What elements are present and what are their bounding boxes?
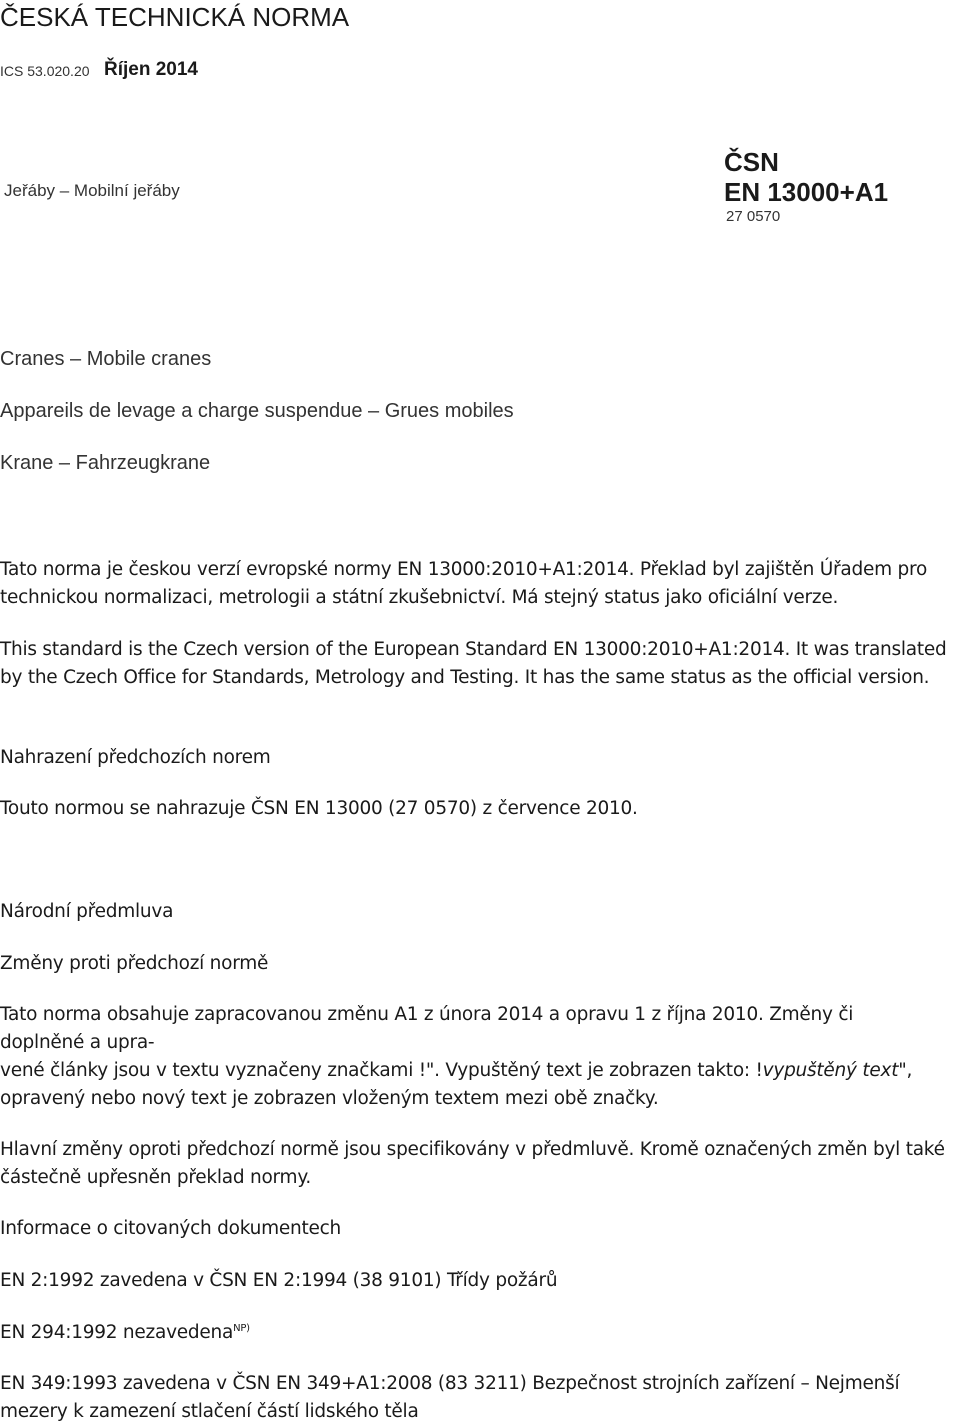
changes-line: Tato norma obsahuje zapracovanou změnu A1 z února 2014 a opravu 1 z října 2010. Změny či	[0, 1004, 854, 1025]
main-changes: Hlavní změny oproti předchozí normě jsou specifikovány v předmluvě. Kromě označených změn byl také částečně upřesněn překlad normy.	[0, 1139, 945, 1188]
replacement-text: Touto normou se nahrazuje ČSN EN 13000 (27 0570) z července 2010.	[0, 798, 638, 819]
cited-heading: Informace o citovaných dokumentech	[0, 1218, 341, 1239]
np-footnote-mark: NP)	[233, 1323, 250, 1334]
title-fr: Appareils de levage a charge suspendue – Grues mobiles	[0, 400, 514, 422]
changes-paragraph	[0, 1001, 956, 1113]
norm-number: EN 13000+A1	[724, 177, 889, 207]
statement-en: This standard is the Czech version of the European Standard EN 13000:2010+A1:2014. It was translated by the Czech Office for Standards, Metrology and Testing. It has the same status as the official version.	[0, 639, 947, 688]
subject-cz: Jeřáby – Mobilní jeřáby	[4, 181, 180, 200]
replacement-heading: Nahrazení předchozích norem	[0, 747, 271, 768]
changes-line: opravený nebo nový text je zobrazen vloženým textem mezi obě značky.	[0, 1088, 659, 1109]
changes-line: vené články jsou v textu vyznačeny značkami !". Vypuštěný text je zobrazen takto: !vypuštěný text",	[0, 1060, 913, 1081]
omitted-text-example: vypuštěný text	[762, 1060, 899, 1081]
cited-document: EN 294:1992 nezavedena$^{NP)}$	[0, 1322, 250, 1343]
cited-document: EN 2:1992 zavedena v ČSN EN 2:1994 (38 9101) Třídy požárů	[0, 1270, 558, 1291]
norm-title: ČESKÁ TECHNICKÁ NORMA	[0, 2, 350, 32]
title-de: Krane – Fahrzeugkrane	[0, 452, 211, 474]
classification-code: 27 0570	[726, 208, 781, 225]
ics-code: ICS 53.020.20	[0, 63, 90, 79]
issue-date: Říjen 2014	[104, 59, 198, 80]
foreword-heading: Národní předmluva	[0, 901, 174, 922]
title-en: Cranes – Mobile cranes	[0, 348, 212, 370]
changes-line: doplněné a upra-	[0, 1032, 155, 1053]
csn-label: ČSN	[724, 147, 779, 177]
statement-cz: Tato norma je českou verzí evropské normy EN 13000:2010+A1:2014. Překlad byl zajištěn Úřadem pro technickou normalizaci, metrologii a státní zkušebnictví. Má stejný status jako oficiální verze.	[0, 559, 928, 608]
cited-document: EN 349:1993 zavedena v ČSN EN 349+A1:2008 (83 3211) Bezpečnost strojních zařízení – Nejmenší mezery k zamezení stlačení částí lidského těla	[0, 1373, 900, 1422]
changes-heading: Změny proti předchozí normě	[0, 953, 269, 974]
